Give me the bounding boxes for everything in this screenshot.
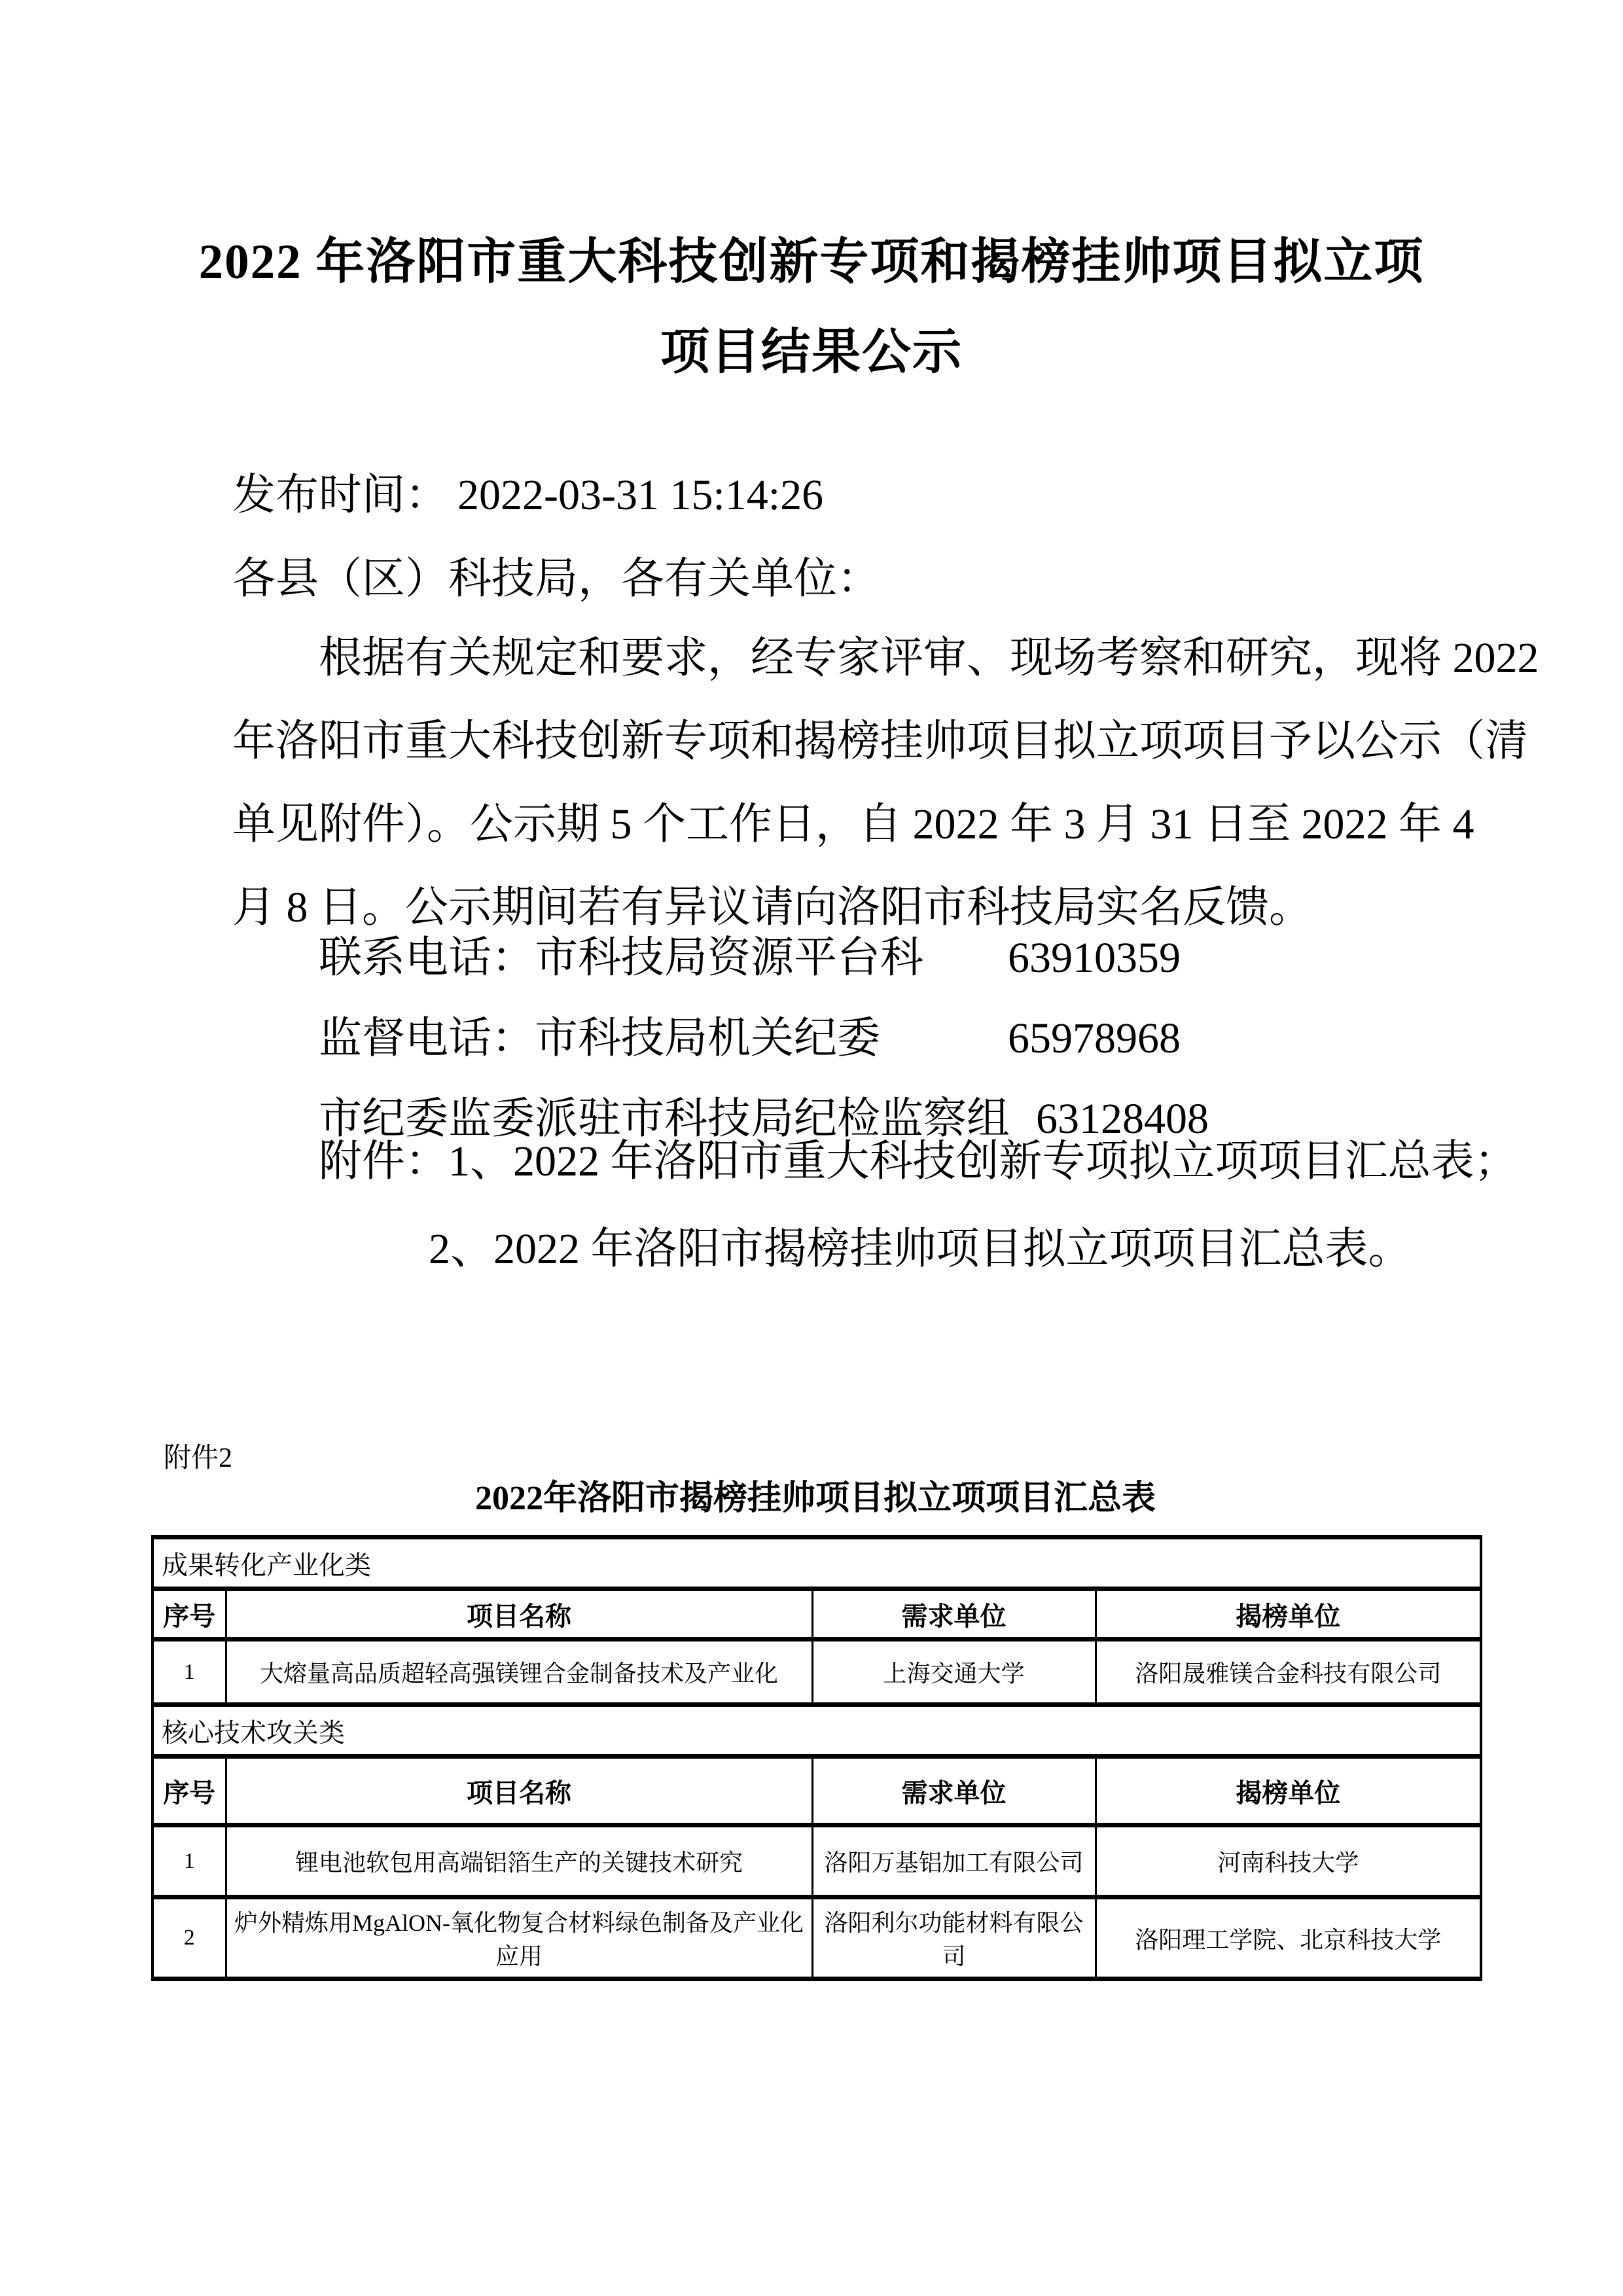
- contact-label: 监督电话：市科技局机关纪委: [319, 1014, 880, 1062]
- contact-line: [232, 918, 1531, 998]
- demand-unit-cell: 洛阳万基铝加工有限公司: [812, 1825, 1096, 1897]
- column-header-index: 序号: [152, 1589, 226, 1640]
- attachment-line-2: 2、2022 年洛阳市揭榜挂帅项目拟立项项目汇总表。: [429, 1225, 1412, 1273]
- publish-time-value: 2022-03-31 15:14:26: [457, 471, 824, 519]
- project-name-cell: 炉外精炼用MgAlON-氧化物复合材料绿色制备及产业化应用: [226, 1897, 812, 1979]
- row-index-cell: 1: [152, 1640, 226, 1705]
- table-section-row: [152, 1537, 1481, 1589]
- row-index-cell: 1: [152, 1825, 226, 1897]
- contact-number: 63910359: [1008, 934, 1181, 982]
- attachment-line-1: 附件：1、2022 年洛阳市重大科技创新专项拟立项项目汇总表；: [319, 1138, 1518, 1185]
- column-header-project-name: 项目名称: [226, 1589, 812, 1640]
- project-name-cell: 大熔量高品质超轻高强镁锂合金制备技术及产业化: [226, 1640, 812, 1705]
- table-header-row: [152, 1757, 1481, 1825]
- paragraph-line: 根据有关规定和要求，经专家评审、现场考察和研究，现将 2022: [319, 634, 1539, 682]
- table-section-row: [152, 1705, 1481, 1757]
- row-index-cell: 2: [152, 1897, 226, 1979]
- column-header-awardee-unit: 揭榜单位: [1096, 1589, 1481, 1640]
- column-header-project-name: 项目名称: [226, 1757, 812, 1825]
- demand-unit-cell: 上海交通大学: [812, 1640, 1096, 1705]
- table-row: [152, 1825, 1481, 1897]
- publish-time-line: [232, 459, 823, 522]
- document-title: [0, 217, 1623, 398]
- contact-number: 65978968: [1008, 1014, 1181, 1062]
- column-header-demand-unit: 需求单位: [812, 1589, 1096, 1640]
- body-paragraph: [232, 617, 1539, 949]
- contact-label: 联系电话：市科技局资源平台科: [319, 934, 923, 982]
- paragraph-line: 年洛阳市重大科技创新专项和揭榜挂帅项目拟立项项目予以公示（清: [232, 717, 1528, 765]
- awardee-unit-cell: 洛阳理工学院、北京科技大学: [1096, 1897, 1481, 1979]
- demand-unit-cell: 洛阳利尔功能材料有限公司: [812, 1897, 1096, 1979]
- publish-time-label: 发布时间：: [232, 471, 448, 519]
- contact-number: 63128408: [1036, 1095, 1209, 1143]
- table-row: [152, 1640, 1481, 1705]
- column-header-demand-unit: 需求单位: [812, 1757, 1096, 1825]
- column-header-awardee-unit: 揭榜单位: [1096, 1757, 1481, 1825]
- document-title-line2: 项目结果公示: [660, 325, 963, 380]
- column-header-index: 序号: [152, 1757, 226, 1825]
- document-title-line1: 2022 年洛阳市重大科技创新专项和揭榜挂帅项目拟立项: [198, 235, 1425, 289]
- contact-line: [232, 998, 1531, 1079]
- summary-table: [151, 1535, 1482, 1981]
- contact-label: 市纪委监委派驻市科技局纪检监察组: [319, 1095, 1010, 1143]
- awardee-unit-cell: 洛阳晟雅镁合金科技有限公司: [1096, 1640, 1481, 1705]
- attachment-list: [232, 1118, 1531, 1293]
- section-label: 核心技术攻关类: [152, 1705, 1481, 1757]
- paragraph-line: 月 8 日。公示期间若有异议请向洛阳市科技局实名反馈。: [232, 884, 1312, 931]
- paragraph-line: 单见附件）。公示期 5 个工作日，自 2022 年 3 月 31 日至 2022 年 4: [232, 800, 1474, 848]
- awardee-unit-cell: 河南科技大学: [1096, 1825, 1481, 1897]
- section-label: 成果转化产业化类: [152, 1537, 1481, 1589]
- table-row: [152, 1897, 1481, 1979]
- salutation-line: 各县（区）科技局，各有关单位：: [232, 555, 880, 603]
- appendix-label: 附件2: [164, 1443, 233, 1473]
- table-header-row: [152, 1589, 1481, 1640]
- summary-table-title: 2022年洛阳市揭榜挂帅项目拟立项项目汇总表: [474, 1480, 1156, 1517]
- project-name-cell: 锂电池软包用高端铝箔生产的关键技术研究: [226, 1825, 812, 1897]
